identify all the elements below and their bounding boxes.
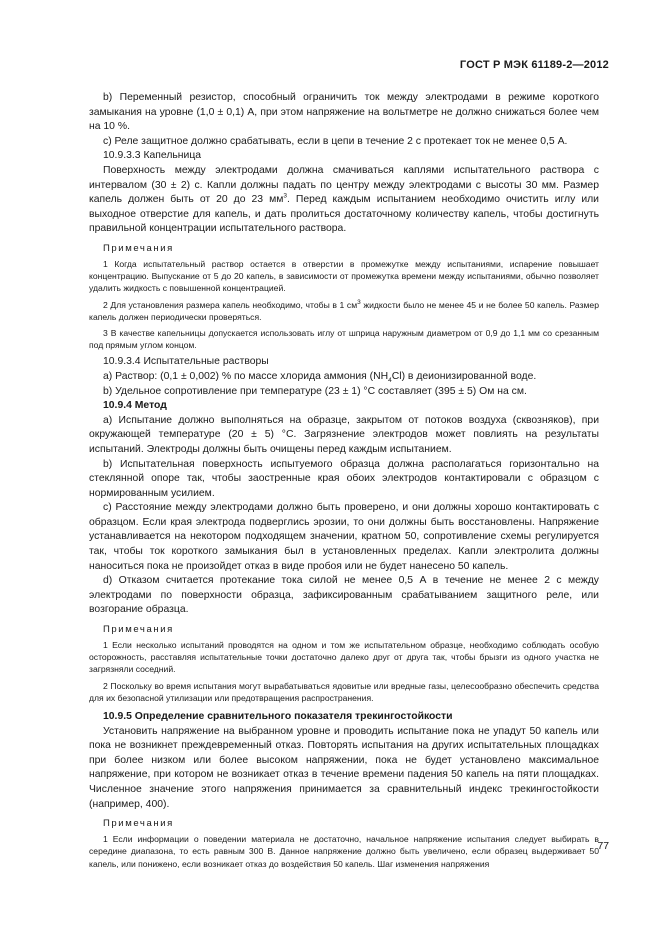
page-number: 77 (597, 841, 609, 852)
item-b-resistor: b) Переменный резистор, способный ограничить ток между электродами в режиме короткого замыкания на уровне (1,0 ± 0,1) А, при этом напряжение на вольтметре не должно снижаться более чем на 10 %. (89, 92, 599, 133)
subscript-4: 4 (388, 377, 392, 385)
solution-item-a (89, 370, 599, 385)
document-header: ГОСТ Р МЭК 61189-2—2012 (459, 59, 609, 71)
note-1-1: 1 Когда испытательный раствор остается в отверстии в промежутке между испытаниями, испарение повышает концентрацию. Выпускание от 5 до 20 капель, в зависимости от промежутка времени между испытаниями, обычно позволяет удалить жидкость с повышенной концентрацией. (89, 258, 599, 294)
superscript-3: 3 (283, 192, 287, 200)
note-1-2-superscript: 3 (357, 298, 361, 306)
solution-item-b: b) Удельное сопротивление при температуре (23 ± 1) °С составляет (395 ± 5) Ом на см. (103, 385, 527, 397)
item-c-relay: c) Реле защитное должно срабатывать, если в цепи в течение 2 с протекает ток не менее 0,5 А. (103, 135, 568, 147)
note-1-2-text-1: 2 Для установления размера капель необходимо, чтобы в 1 см (103, 299, 358, 310)
method-item-a: a) Испытание должно выполняться на образце, закрытом от потоков воздуха (сквозняков), при окружающей температуре (20 ± 5) °С. Загрязнение электродов может повлиять на результаты испытаний. Электроды должны быть очищены перед каждым испытанием. (89, 414, 599, 455)
cti-paragraph: Установить напряжение на выбранном уровне и проводить испытание пока не упадут 50 капель или пока не возникнет преждевременный отказ. Повторять испытания на других испытательных площадках при более низком или более высоком напряжении, пока не будет установлено максимальное напряжение, при котором не возникает отказ в течение времени падения 50 капель на пяти площадках. Численное значение этого напряжения принимается за сравнительный индекс трекингостойкости (например, 400). (89, 725, 599, 810)
section-10-9-5-heading: 10.9.5 Определение сравнительного показателя трекингостойкости (103, 711, 453, 723)
section-10-9-3-3-heading: 10.9.3.3 Капельница (103, 150, 202, 162)
solution-text-1: a) Раствор: (0,1 ± 0,002) % по массе хлорида аммония (NH (103, 370, 389, 382)
notes-heading-1: Примечания (103, 242, 174, 254)
method-item-d: d) Отказом считается протекание тока силой не менее 0,5 А в течение не менее 2 с между электродами по поверхности образца, зафиксированным срабатыванием защитного реле, или возгорание образца. (89, 575, 599, 616)
section-10-9-4-heading: 10.9.4 Метод (103, 400, 167, 412)
note-1-2 (89, 299, 599, 323)
method-item-c: c) Расстояние между электродами должно быть проверено, и они должны хорошо контактировать с образцом. Если края электрода подверглись эрозии, то они должны быть восстановлены. Напряжение устанавливается на некотором подходящем значении, кратном 50, сопротивление схемы регулируется так, чтобы ток короткого замыкания был в установленных пределах. Капли электролита должны наноситься пока не произойдет отказ в виде пробоя или не будет нанесено 50 капель. (89, 502, 599, 572)
dropper-text-1: Поверхность между электродами должна смачиваться каплями испытательного раствора с интервалом (30 ± 2) с. Капли должны падать по центру между электродами с высоты 30 мм. Размер капель должен быть от 20 до 23 мм (89, 164, 599, 206)
method-item-b: b) Испытательная поверхность испытуемого образца должна располагаться горизонтально на стеклянной опоре так, чтобы заостренные края обоих электродов контактировали с образцом с нормированным усилием. (89, 458, 599, 499)
note-1-3: 3 В качестве капельницы допускается использовать иглу от шприца наружным диаметром от 0,9 до 1,1 мм со срезанным под прямым углом концом. (89, 327, 599, 351)
solution-text-2: Cl) в деионизированной воде. (391, 370, 537, 382)
note-1-2-text-2: жидкости было не менее 45 и не более 50 капель. Размер капель должен периодически проверяться. (89, 299, 599, 322)
notes-heading-2: Примечания (103, 624, 174, 636)
section-10-9-3-4-heading: 10.9.3.4 Испытательные растворы (103, 356, 269, 368)
note-2-1: 1 Если несколько испытаний проводятся на одном и том же испытательном образце, необходимо соблюдать особую осторожность, расставляя испытательные точки достаточно далеко друг от друга так, чтобы брызги из одного участка не загрязняли соседний. (89, 640, 599, 675)
dropper-text-2: . Перед каждым испытанием необходимо очистить иглу или выходное отверстие для капель, и дать пролиться достаточному количеству капель, чтобы достигнуть правильной концентрации испытательного раствора. (89, 194, 599, 235)
dropper-paragraph (89, 164, 599, 237)
note-2-2: 2 Поскольку во время испытания могут вырабатываться ядовитые или вредные газы, целесообразно обеспечить средства для их безопасной утилизации или предотвращения распространения. (89, 680, 599, 703)
notes-heading-3: Примечания (103, 818, 174, 830)
note-3-1: 1 Если информации о поведении материала не достаточно, начальное напряжение испытания следует выбирать в середине диапазона, то есть равным 300 В. Данное напряжение должно быть увеличено, если образец выдерживает 50 капель, или понижено, если возникает отказ до воздействия 50 капель. Шаг изменения напряжения (89, 834, 599, 869)
page-body (89, 91, 599, 874)
